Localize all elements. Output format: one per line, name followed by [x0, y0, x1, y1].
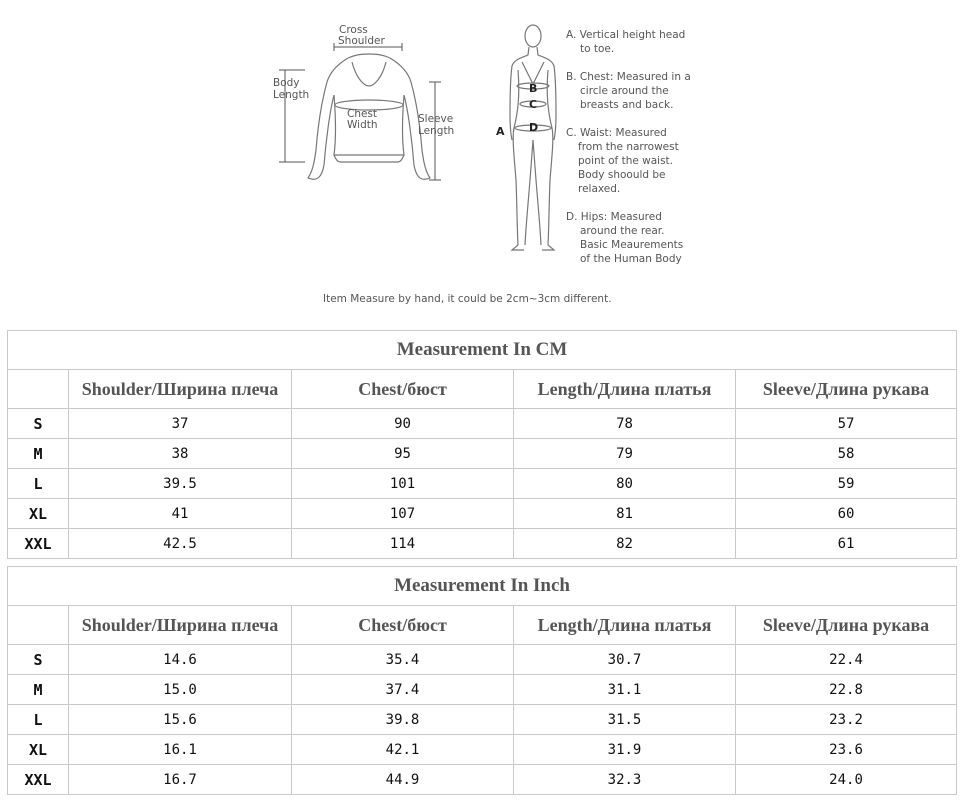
- table-cell: 16.7: [69, 765, 292, 795]
- table-cell: 59: [736, 469, 957, 499]
- table-cell: 82: [514, 529, 736, 559]
- table-row: [8, 529, 957, 559]
- table-cell: 78: [514, 409, 736, 439]
- table-row: [8, 469, 957, 499]
- size-label: M: [8, 675, 69, 705]
- table-cell: 35.4: [292, 645, 514, 675]
- table-cell: 107: [292, 499, 514, 529]
- letter-d: D: [529, 121, 539, 134]
- legend-b: B. Chest: Measured in a circle around the breasts and back.: [566, 71, 691, 111]
- table-cell: 15.0: [69, 675, 292, 705]
- header-cell: Shoulder/Ширина плеча: [69, 370, 292, 409]
- size-label: XL: [8, 499, 69, 529]
- table-cell: 42.1: [292, 735, 514, 765]
- table-row: [8, 735, 957, 765]
- table-row: [8, 439, 957, 469]
- size-label: L: [8, 705, 69, 735]
- legend-a: A. Vertical height head to toe.: [566, 29, 686, 55]
- measure-note: Item Measure by hand, it could be 2cm~3cm different.: [323, 293, 612, 305]
- table-cell: 114: [292, 529, 514, 559]
- table-row: [8, 409, 957, 439]
- table-row: [8, 675, 957, 705]
- size-label: M: [8, 439, 69, 469]
- letter-c: C: [529, 98, 538, 111]
- table-cell: 41: [69, 499, 292, 529]
- letter-b: B: [529, 82, 538, 95]
- table-cell: 61: [736, 529, 957, 559]
- table-cell: 37: [69, 409, 292, 439]
- table-row: [8, 765, 957, 795]
- table-cell: 38: [69, 439, 292, 469]
- table-cell: 80: [514, 469, 736, 499]
- table-cell: 31.1: [514, 675, 736, 705]
- table-cell: 58: [736, 439, 957, 469]
- header-cell: Length/Длина платья: [514, 370, 736, 409]
- table-cell: 57: [736, 409, 957, 439]
- size-label: S: [8, 645, 69, 675]
- size-label: XXL: [8, 765, 69, 795]
- chest-width-label: Chest Width: [347, 108, 378, 131]
- table-cell: 24.0: [736, 765, 957, 795]
- inch-size-table: [7, 566, 957, 795]
- table-cell: 37.4: [292, 675, 514, 705]
- header-cell: [8, 606, 69, 645]
- size-label: S: [8, 409, 69, 439]
- table-cell: 23.6: [736, 735, 957, 765]
- table-cell: 16.1: [69, 735, 292, 765]
- size-label: XL: [8, 735, 69, 765]
- header-cell: Chest/бюст: [292, 370, 514, 409]
- body-figure-sketch: [510, 25, 556, 250]
- table-row: [8, 499, 957, 529]
- table-cell: 81: [514, 499, 736, 529]
- table-cell: 90: [292, 409, 514, 439]
- table-cell: 14.6: [69, 645, 292, 675]
- table-cell: 44.9: [292, 765, 514, 795]
- table-cell: 101: [292, 469, 514, 499]
- cm-size-table: [7, 330, 957, 559]
- table-cell: 60: [736, 499, 957, 529]
- table-cell: 22.4: [736, 645, 957, 675]
- header-cell: Length/Длина платья: [514, 606, 736, 645]
- header-cell: Chest/бюст: [292, 606, 514, 645]
- table-cell: 39.8: [292, 705, 514, 735]
- table-cell: 23.2: [736, 705, 957, 735]
- size-label: L: [8, 469, 69, 499]
- sleeve-length-label: Sleeve Length: [418, 113, 455, 137]
- cross-shoulder-label: Cross Shoulder: [338, 24, 385, 47]
- table-cell: 31.5: [514, 705, 736, 735]
- table-cell: 31.9: [514, 735, 736, 765]
- body-length-label: Body Length: [273, 77, 310, 101]
- size-label: XXL: [8, 529, 69, 559]
- table-cell: 32.3: [514, 765, 736, 795]
- letter-a: A: [496, 125, 505, 138]
- table-row: [8, 645, 957, 675]
- header-cell: Sleeve/Длина рукава: [736, 370, 957, 409]
- legend-c: C. Waist: Measured from the narrowest point of the waist. Body shoould be relaxed.: [566, 127, 679, 195]
- table-cell: 30.7: [514, 645, 736, 675]
- header-cell: Sleeve/Длина рукава: [736, 606, 957, 645]
- table-title: Measurement In CM: [8, 331, 957, 370]
- table-cell: 95: [292, 439, 514, 469]
- table-cell: 79: [514, 439, 736, 469]
- table-cell: 39.5: [69, 469, 292, 499]
- header-cell: Shoulder/Ширина плеча: [69, 606, 292, 645]
- table-cell: 22.8: [736, 675, 957, 705]
- table-title: Measurement In Inch: [8, 567, 957, 606]
- measurement-diagram: [0, 0, 962, 322]
- header-cell: [8, 370, 69, 409]
- table-cell: 15.6: [69, 705, 292, 735]
- table-row: [8, 705, 957, 735]
- legend-d: D. Hips: Measured around the rear. Basic Meaurements of the Human Body: [566, 211, 684, 265]
- table-cell: 42.5: [69, 529, 292, 559]
